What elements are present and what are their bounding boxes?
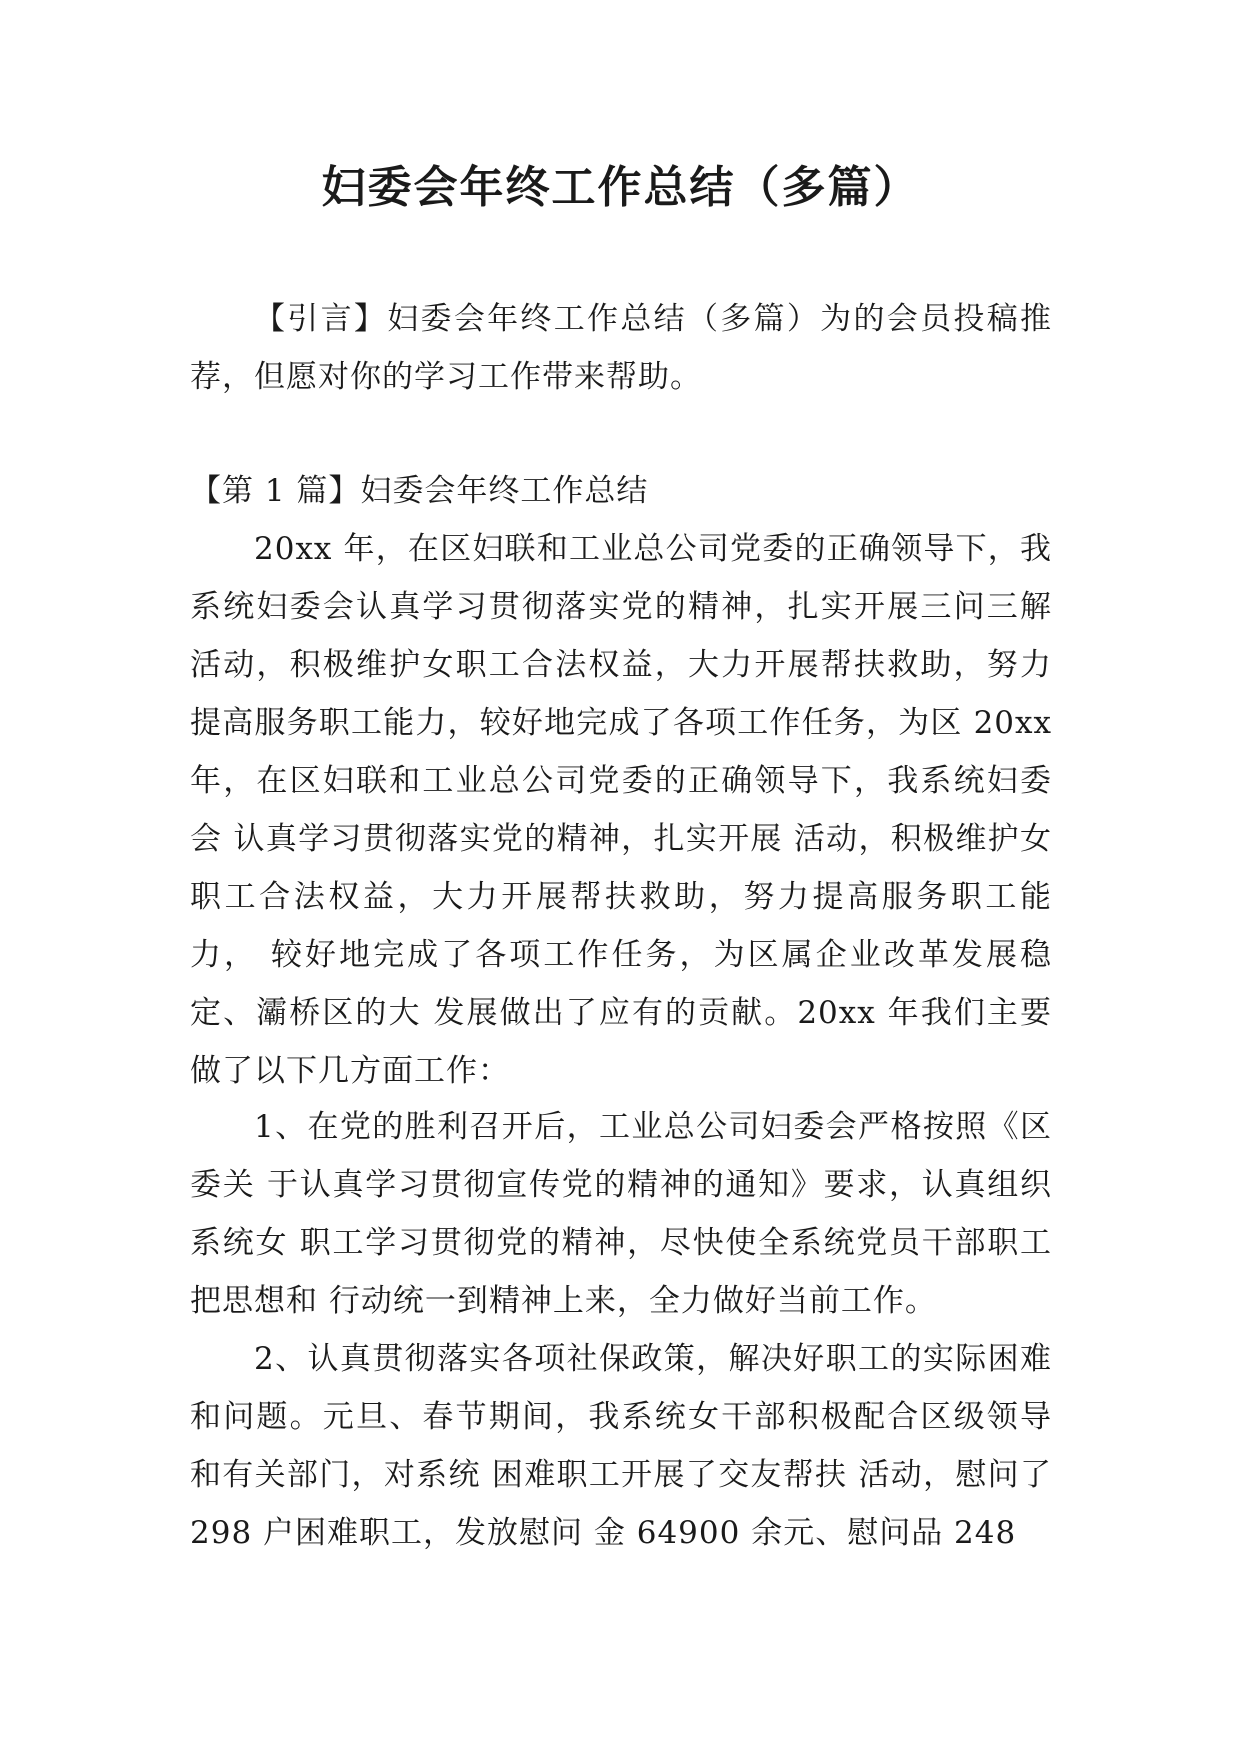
- intro-paragraph: 【引言】妇委会年终工作总结（多篇）为的会员投稿推荐，但愿对你的学习工作带来帮助。: [190, 301, 1052, 395]
- body-paragraph: 20xx 年，在区妇联和工业总公司党委的正确领导下，我系统妇委会认真学习贯彻落实党的精神，扎实开展三问三解活动，积极维护女职工合法权益，大力开展帮扶救助，努力提高服务职工能力，较好地完成了各项工作任务，为区 20xx 年，在区妇联和工业总公司党委的正确领导下，我系统妇委会 认真学习贯彻落实党的精神，扎实开展 活动，积极维护女职工合法权益，大力开展帮扶救助，努力提高服务职工能力， 较好地完成了各项工作任务，为区属企业改革发展稳定、灞桥区的大 发展做出了应有的贡献。20xx 年我们主要做了以下几方面工作：: [190, 531, 1052, 1089]
- list-item-paragraph: 2、认真贯彻落实各项社保政策，解决好职工的实际困难和问题。元旦、春节期间，我系统女干部积极配合区级领导和有关部门，对系统 困难职工开展了交友帮扶 活动，慰问了 298 户困难职工，发放慰问 金 64900 余元、慰问品 248: [190, 1341, 1052, 1551]
- document-title: 妇委会年终工作总结（多篇）: [321, 162, 920, 213]
- section-heading: 【第 1 篇】妇委会年终工作总结: [190, 473, 649, 509]
- list-item-paragraph: 1、在党的胜利召开后，工业总公司妇委会严格按照《区委关 于认真学习贯彻宣传党的精神的通知》要求，认真组织系统女 职工学习贯彻党的精神，尽快使全系统党员干部职工把思想和 行动统一到精神上来，全力做好当前工作。: [190, 1109, 1052, 1319]
